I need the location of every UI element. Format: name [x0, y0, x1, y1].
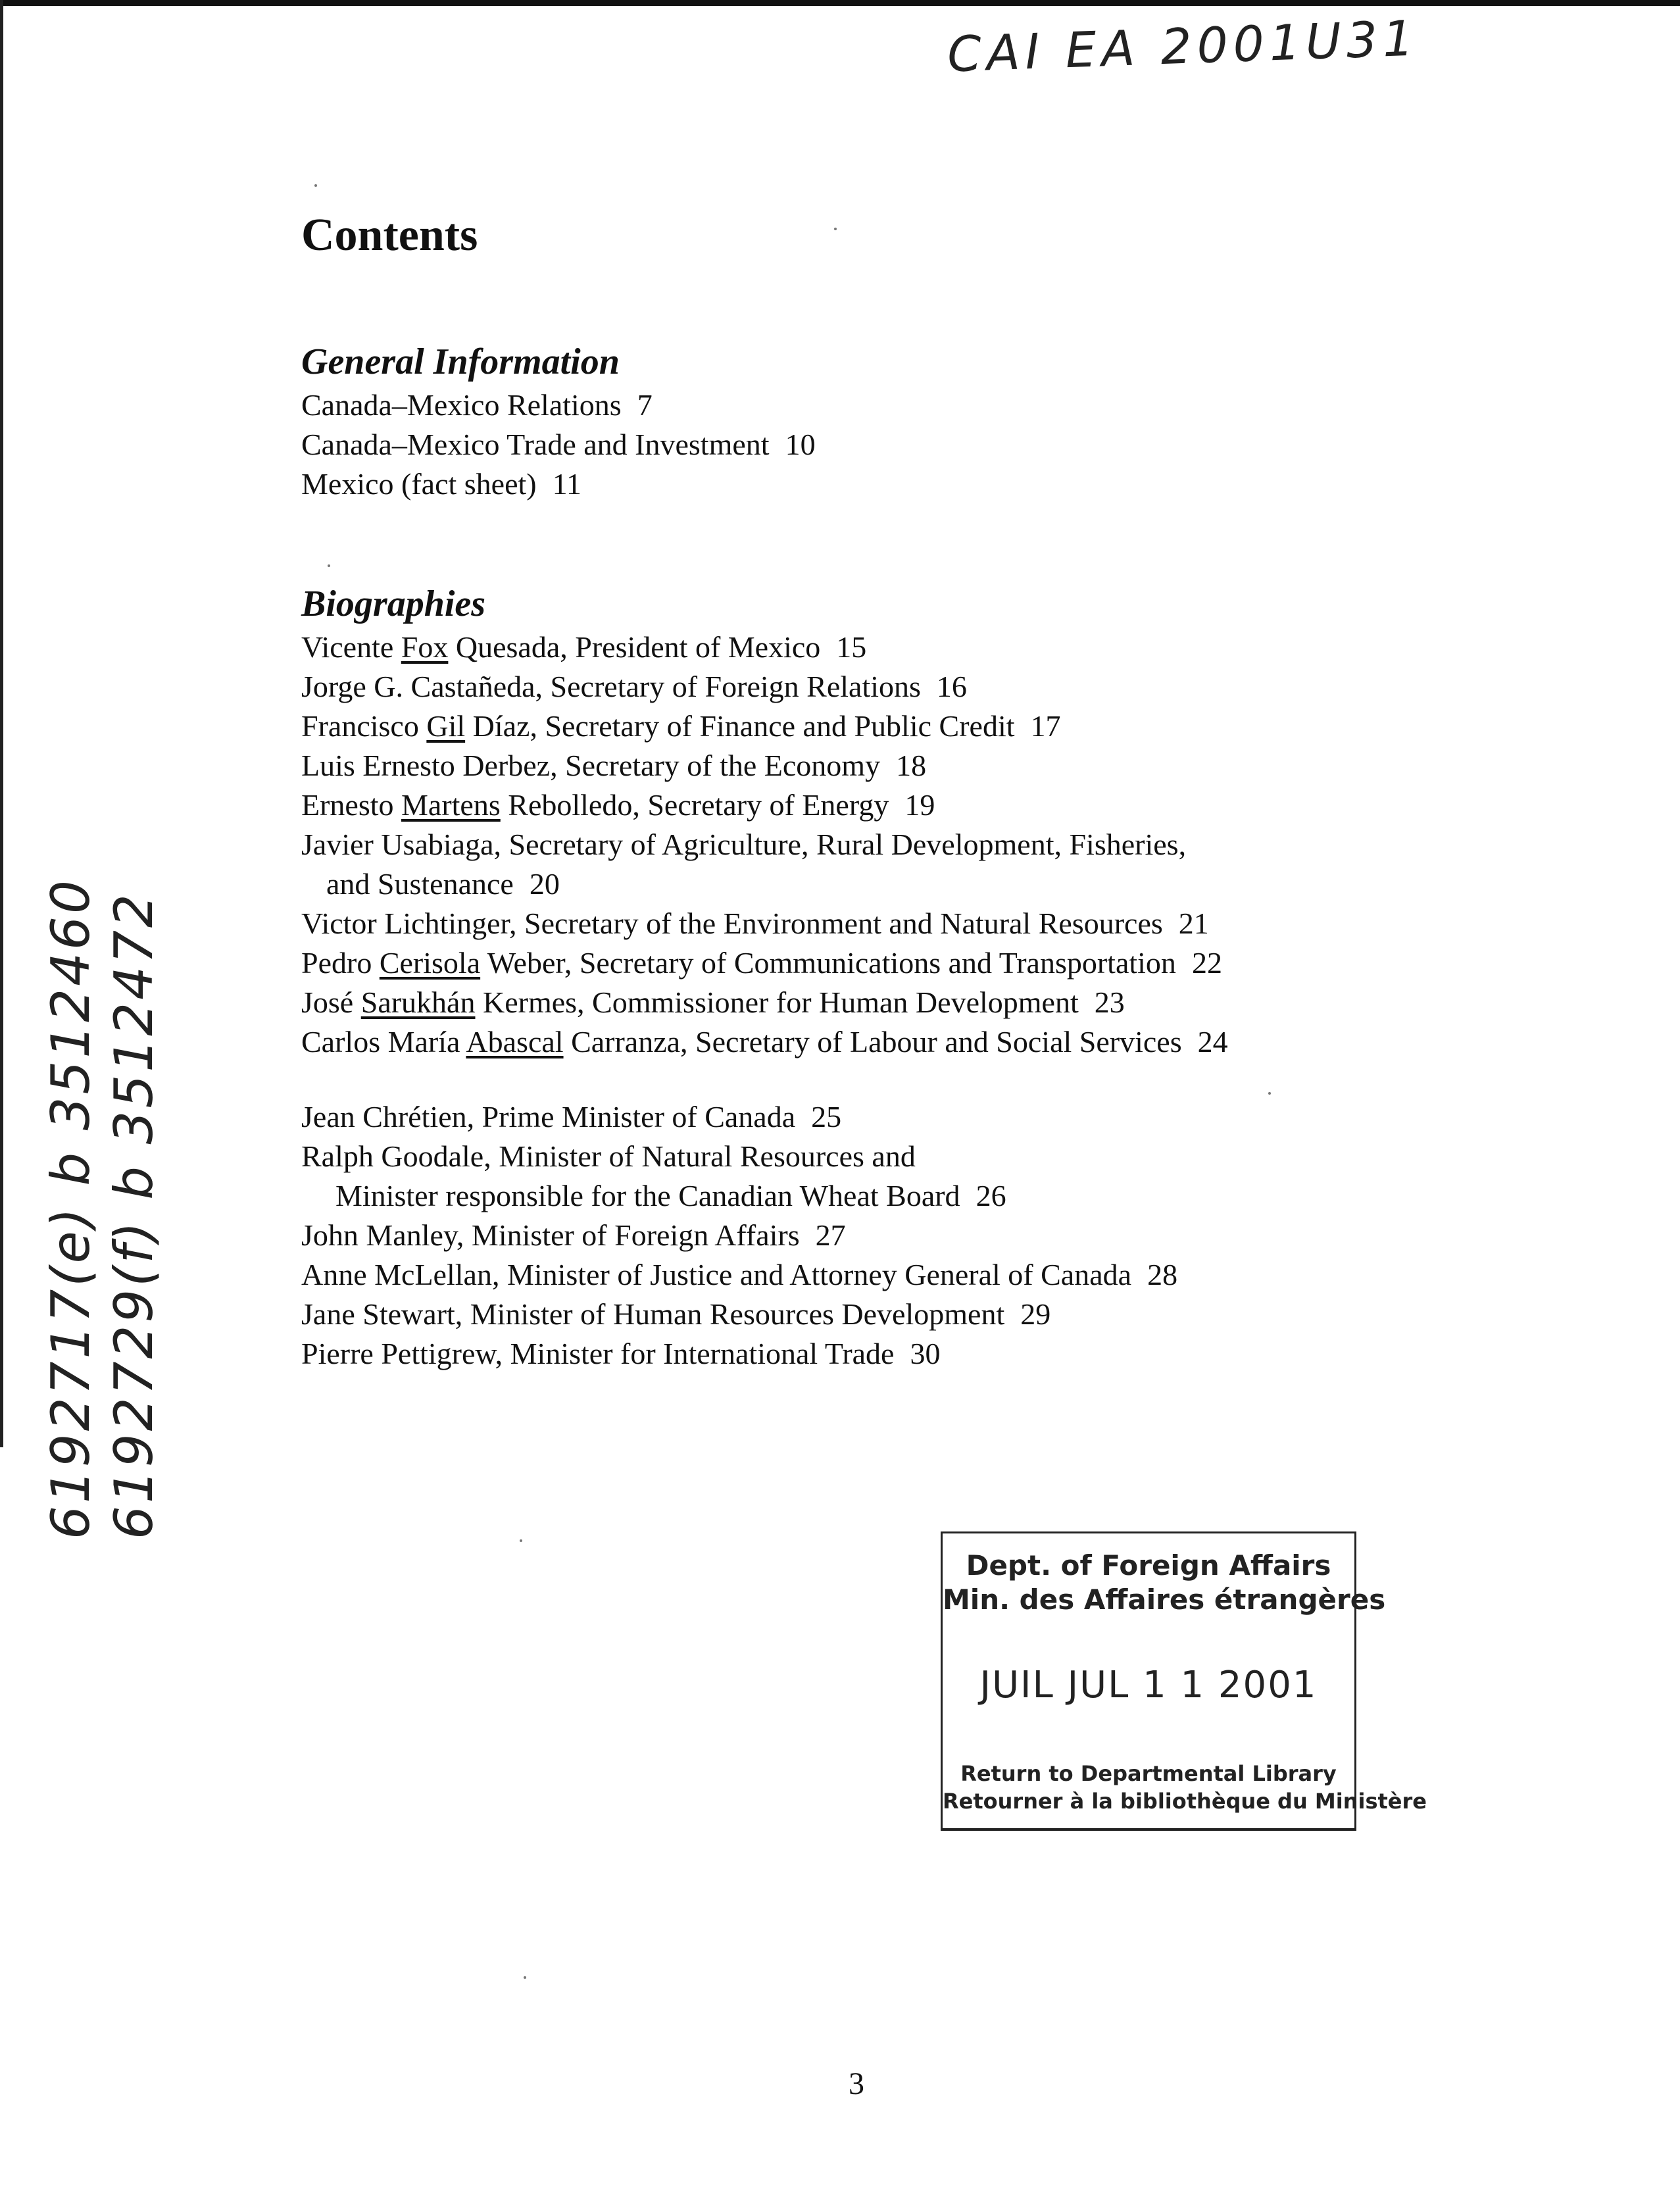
toc-biographies-mexico: [301, 628, 1228, 1062]
toc-entry-text: Díaz, Secretary of Finance and Public Credit: [465, 709, 1015, 743]
stamp-return-en: Return to Departmental Library: [960, 1761, 1337, 1786]
toc-entry-text: Vicente: [301, 630, 401, 664]
toc-entry-text: Pierre Pettigrew, Minister for International Trade: [301, 1337, 895, 1370]
toc-biographies-canada: [301, 1097, 1177, 1374]
toc-entry-text: Quesada, President of Mexico: [448, 630, 821, 664]
toc-entry-page: 22: [1191, 946, 1222, 980]
toc-entry-text: Anne McLellan, Minister of Justice and Attorney General of Canada: [301, 1258, 1132, 1291]
scan-speck: [524, 1976, 526, 1979]
scan-speck: [1268, 1092, 1271, 1095]
toc-entry[interactable]: [301, 1022, 1228, 1062]
toc-entry-underlined-surname: Fox: [401, 630, 449, 664]
toc-entry-page: 26: [976, 1179, 1006, 1212]
toc-entry-page: 29: [1020, 1297, 1051, 1331]
toc-entry-underlined-surname: Abascal: [466, 1025, 564, 1058]
toc-entry-page: 15: [836, 630, 867, 664]
toc-entry-text: John Manley, Minister of Foreign Affairs: [301, 1218, 800, 1252]
toc-entry[interactable]: [301, 1097, 1177, 1137]
toc-entry-page: 21: [1178, 907, 1209, 940]
toc-entry-page: 18: [896, 749, 927, 782]
stamp-department-en: Dept. of Foreign Affairs: [966, 1549, 1331, 1581]
toc-entry-text: Weber, Secretary of Communications and Transportation: [480, 946, 1176, 980]
toc-entry-text-continued: and Sustenance: [326, 867, 514, 901]
toc-entry[interactable]: [301, 1255, 1177, 1295]
toc-entry-page: 10: [785, 428, 816, 461]
handwritten-margin-numbers: [39, 878, 166, 1539]
toc-entry-page: 16: [936, 670, 967, 703]
toc-entry-page: 23: [1094, 985, 1125, 1019]
toc-entry-page: 19: [904, 788, 935, 822]
toc-entry-page: 20: [529, 867, 560, 901]
toc-entry[interactable]: [301, 464, 816, 504]
toc-entry-text-continued: Minister responsible for the Canadian Wheat Board: [335, 1179, 960, 1212]
toc-entry-page: 30: [910, 1337, 941, 1370]
toc-entry[interactable]: [301, 1334, 1177, 1374]
toc-entry[interactable]: [301, 628, 1228, 667]
toc-entry-text: Kermes, Commissioner for Human Development: [475, 985, 1079, 1019]
toc-entry-title: Canada–Mexico Relations: [301, 388, 622, 422]
stamp-department-fr: Min. des Affaires étrangères: [943, 1583, 1386, 1616]
toc-entry-page: 7: [637, 388, 653, 422]
section-heading-biographies: Biographies: [301, 584, 486, 624]
toc-entry-underlined-surname: Gil: [426, 709, 466, 743]
toc-entry-page: 17: [1030, 709, 1061, 743]
toc-entry-text: Carlos María: [301, 1025, 466, 1058]
toc-entry-page: 27: [815, 1218, 846, 1252]
toc-entry[interactable]: [301, 1216, 1177, 1255]
section-heading-general-information: General Information: [301, 341, 620, 382]
scan-speck: [520, 1539, 522, 1542]
stamp-date: JUIL JUL 1 1 2001: [979, 1664, 1318, 1706]
scan-speck: [314, 184, 317, 187]
toc-entry-text: Ernesto: [301, 788, 402, 822]
toc-entry-page: 25: [811, 1100, 842, 1133]
toc-entry[interactable]: [301, 825, 1228, 904]
margin-number-line: 6192717(e) b 3512460: [40, 878, 101, 1539]
toc-entry[interactable]: [301, 746, 1228, 785]
scan-speck: [328, 564, 330, 567]
toc-entry[interactable]: [301, 1137, 1177, 1216]
scan-speck: [834, 228, 837, 230]
toc-entry[interactable]: [301, 983, 1228, 1022]
toc-entry-text: Luis Ernesto Derbez, Secretary of the Economy: [301, 749, 881, 782]
toc-entry[interactable]: [301, 943, 1228, 983]
top-border: [0, 0, 1680, 6]
toc-entry-text: Jean Chrétien, Prime Minister of Canada: [301, 1100, 796, 1133]
toc-entry-page: 24: [1197, 1025, 1228, 1058]
handwritten-catalog-code: CAI EA 2001U31: [946, 10, 1420, 84]
toc-entry-title: Canada–Mexico Trade and Investment: [301, 428, 770, 461]
toc-entry[interactable]: [301, 1295, 1177, 1334]
toc-entry-text: Jorge G. Castañeda, Secretary of Foreign Relations: [301, 670, 921, 703]
toc-entry[interactable]: [301, 904, 1228, 943]
toc-entry-underlined-surname: Cerisola: [379, 946, 481, 980]
library-stamp: [941, 1531, 1427, 1831]
page-title: Contents: [301, 210, 478, 261]
toc-entry-text: Rebolledo, Secretary of Energy: [500, 788, 889, 822]
toc-entry-text: Jane Stewart, Minister of Human Resources Development: [301, 1297, 1005, 1331]
toc-entry[interactable]: [301, 386, 816, 425]
toc-entry-text: Javier Usabiaga, Secretary of Agriculture, Rural Development, Fisheries,: [301, 828, 1187, 861]
toc-entry-text: Carranza, Secretary of Labour and Social Services: [563, 1025, 1182, 1058]
page-number: 3: [849, 2066, 864, 2101]
toc-entry[interactable]: [301, 707, 1228, 746]
left-border: [0, 0, 3, 1447]
stamp-return-fr: Retourner à la bibliothèque du Ministère: [943, 1789, 1427, 1814]
margin-number-line: 6192729(f) b 3512472: [103, 891, 164, 1539]
toc-entry[interactable]: [301, 785, 1228, 825]
toc-entry-text: Ralph Goodale, Minister of Natural Resources and: [301, 1139, 916, 1173]
toc-entry[interactable]: [301, 425, 816, 464]
toc-entry-underlined-surname: Martens: [401, 788, 501, 822]
toc-entry[interactable]: [301, 667, 1228, 707]
toc-entry-underlined-surname: Sarukhán: [360, 985, 476, 1019]
toc-entry-page: 11: [552, 467, 581, 501]
toc-general-information: [301, 386, 816, 504]
toc-entry-text: Pedro: [301, 946, 380, 980]
toc-entry-text: Francisco: [301, 709, 427, 743]
toc-entry-title: Mexico (fact sheet): [301, 467, 537, 501]
toc-entry-text: José: [301, 985, 361, 1019]
toc-entry-page: 28: [1147, 1258, 1178, 1291]
toc-entry-text: Victor Lichtinger, Secretary of the Environment and Natural Resources: [301, 907, 1163, 940]
